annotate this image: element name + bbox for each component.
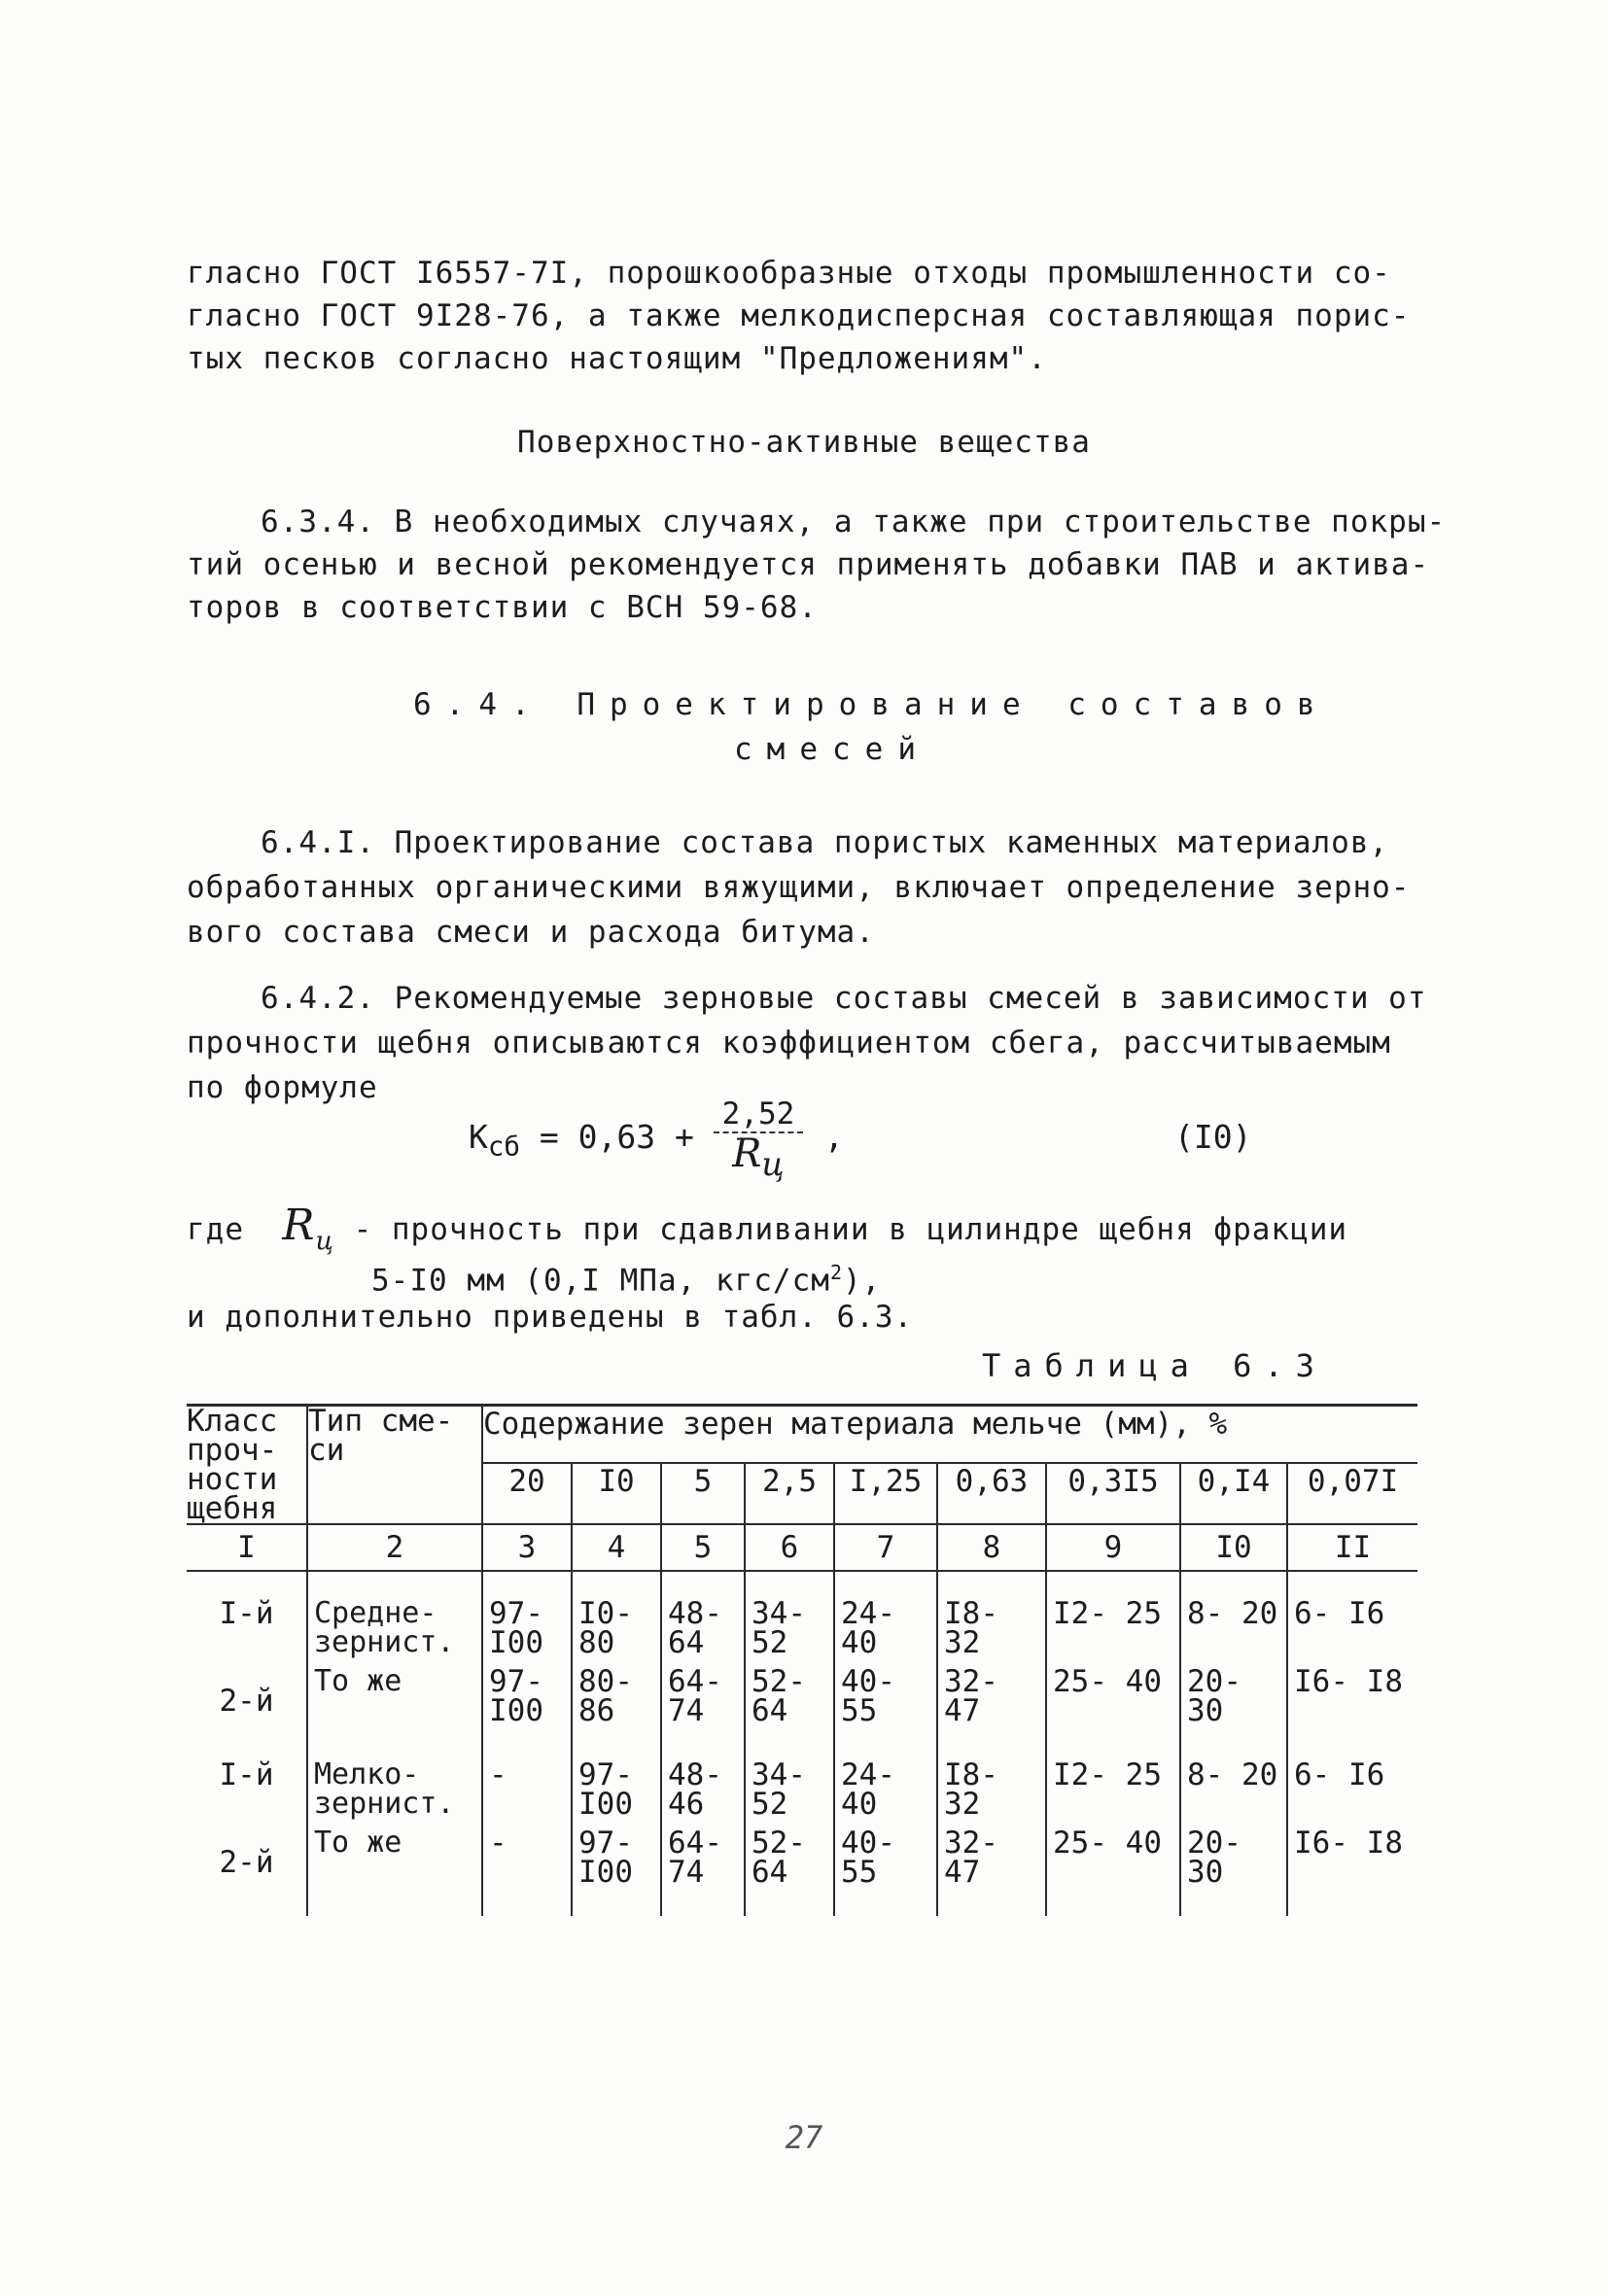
text-line: торов в соответствии с ВСН 59-68. [187,590,818,625]
table-6-3 [187,1404,1417,1916]
strength-class-cell: I-й [219,1596,274,1631]
text-line: гласно ГОСТ 9I28-76, а также мелкодисперсная составляющая порис- [187,298,1411,333]
text-line: гласно ГОСТ I6557-7I, порошкообразные отходы промышленности со- [187,256,1391,291]
header-size: 2,5 [745,1463,834,1524]
grain-content-cell: 80- 86 [572,1663,661,1731]
text-line: обработанных органическими вяжущими, включает определение зерно- [187,870,1411,905]
text-line: где $R_ц$ - прочность при сдавливании в цилиндре щебня фракции [187,1200,1348,1256]
grain-content-cell: 25- 40 [1046,1663,1180,1731]
grain-content-cell: 24- 40 [834,1731,937,1825]
mix-type-cell: Средне- зернист. [307,1571,482,1663]
grain-content-cell: I8- 32 [937,1731,1046,1825]
grain-content-cell: 97- I00 [572,1731,661,1825]
text-line: 6.3.4. В необходимых случаях, а также при строительстве покры- [261,504,1447,539]
formula-tail: , [805,1118,844,1156]
grain-content-cell: 52- 64 [745,1825,834,1916]
text-line: 5-I0 мм (0,I МПа, кгс/$см^2$), [371,1261,882,1299]
column-number-row [187,1524,1417,1571]
grain-content-cell: I6- I8 [1287,1825,1417,1916]
grain-content-cell: 20- 30 [1180,1825,1287,1916]
grain-content-cell: I6- I8 [1287,1663,1417,1731]
strength-class-cell: 2-й [219,1684,274,1719]
column-number: 4 [572,1524,661,1571]
header-size: 0,3I5 [1046,1463,1180,1524]
table-row [187,1825,1417,1916]
grain-content-cell: 48- 64 [661,1571,745,1663]
rc-symbol: $R_ц$ [282,1200,334,1256]
mix-type-cell: То же [307,1663,482,1731]
grain-content-cell: 6- I6 [1287,1571,1417,1663]
grain-content-cell: 97- I00 [572,1825,661,1916]
column-number: 6 [745,1524,834,1571]
text-line: прочности щебня описываются коэффициентом сбега, рассчитываемым [187,1026,1391,1061]
grain-content-cell: I0- 80 [572,1571,661,1663]
grain-content-cell: 20- 30 [1180,1663,1287,1731]
grain-content-cell: - [482,1825,572,1916]
column-number: 7 [834,1524,937,1571]
header-class: Класс проч- ности щебня [187,1404,278,1526]
grain-content-cell: 40- 55 [834,1825,937,1916]
column-number: 3 [482,1524,572,1571]
table-row [187,1731,1417,1825]
strength-class-cell: 2-й [219,1845,274,1880]
header-size: 20 [482,1463,572,1524]
table-row [187,1663,1417,1731]
grain-content-cell: 34- 52 [745,1731,834,1825]
header-size: 0,07I [1307,1464,1399,1500]
mix-type-cell: Мелко- зернист. [307,1731,482,1825]
strength-class-cell: I-й [219,1757,274,1792]
header-size: 0,63 [937,1463,1046,1524]
column-number: 5 [661,1524,745,1571]
grain-content-cell: 97- I00 [482,1663,572,1731]
table-caption: Таблица 6.3 [982,1347,1327,1384]
column-number: I [187,1524,307,1571]
mix-type-cell: То же [307,1825,482,1916]
text-line: вого состава смеси и расхода битума. [187,915,875,950]
grain-content-cell: 48- 46 [661,1731,745,1825]
grain-content-cell: I2- 25 [1046,1731,1180,1825]
section-title: 6.4. Проектирование составов [413,687,1330,722]
grain-content-cell: 32- 47 [937,1663,1046,1731]
grain-content-cell: 8- 20 [1180,1731,1287,1825]
grain-content-cell: 34- 52 [745,1571,834,1663]
formula-denominator: $R_ц$ [732,1131,785,1183]
page-number: 27 [785,2119,823,2156]
grain-content-cell: I8- 32 [937,1571,1046,1663]
grain-content-cell: 8- 20 [1180,1571,1287,1663]
grain-content-cell: 97- I00 [482,1571,572,1663]
header-size: I,25 [834,1463,937,1524]
text-line: по формуле [187,1070,378,1105]
text-line: тий осенью и весной рекомендуется применять добавки ПАВ и актива- [187,547,1430,582]
grain-content-cell: 6- I6 [1287,1731,1417,1825]
grain-content-cell: 24- 40 [834,1571,937,1663]
grain-content-cell: 32- 47 [937,1825,1046,1916]
header-size: I0 [572,1463,661,1524]
column-number: 9 [1046,1524,1180,1571]
grain-content-cell: 25- 40 [1046,1825,1180,1916]
column-number: 8 [937,1524,1046,1571]
header-size: 5 [661,1463,745,1524]
grain-content-cell: - [482,1731,572,1825]
header-size: 0,I4 [1180,1463,1287,1524]
formula-numerator: 2,52 [721,1096,795,1131]
text-line: 6.4.2. Рекомендуемые зерновые составы смесей в зависимости от [261,981,1427,1016]
table-body [187,1571,1417,1916]
text-line: 6.4.I. Проектирование состава пористых каменных материалов, [261,825,1389,860]
table-row [187,1571,1417,1663]
grain-content-cell: 40- 55 [834,1663,937,1731]
header-type: Тип сме- си [307,1407,482,1524]
formula-lhs: $К_{сб} = 0,63$ + [469,1118,714,1163]
text-line: и дополнительно приведены в табл. 6.3. [187,1300,914,1335]
equation-number: (I0) [1174,1118,1252,1156]
grain-content-cell: 52- 64 [745,1663,834,1731]
column-number: 2 [307,1524,482,1571]
column-number: II [1287,1524,1417,1571]
grain-content-cell: 64- 74 [661,1825,745,1916]
grain-content-cell: 64- 74 [661,1663,745,1731]
surfactants-heading: Поверхностно-активные вещества [517,425,1091,460]
text-line: тых песков согласно настоящим "Предложениям". [187,341,1047,376]
section-title: смесей [734,732,930,767]
formula-fraction [712,1096,805,1185]
header-content: Содержание зерен материала мельче (мм), % [482,1407,1417,1463]
grain-content-cell: I2- 25 [1046,1571,1180,1663]
column-number: I0 [1180,1524,1287,1571]
